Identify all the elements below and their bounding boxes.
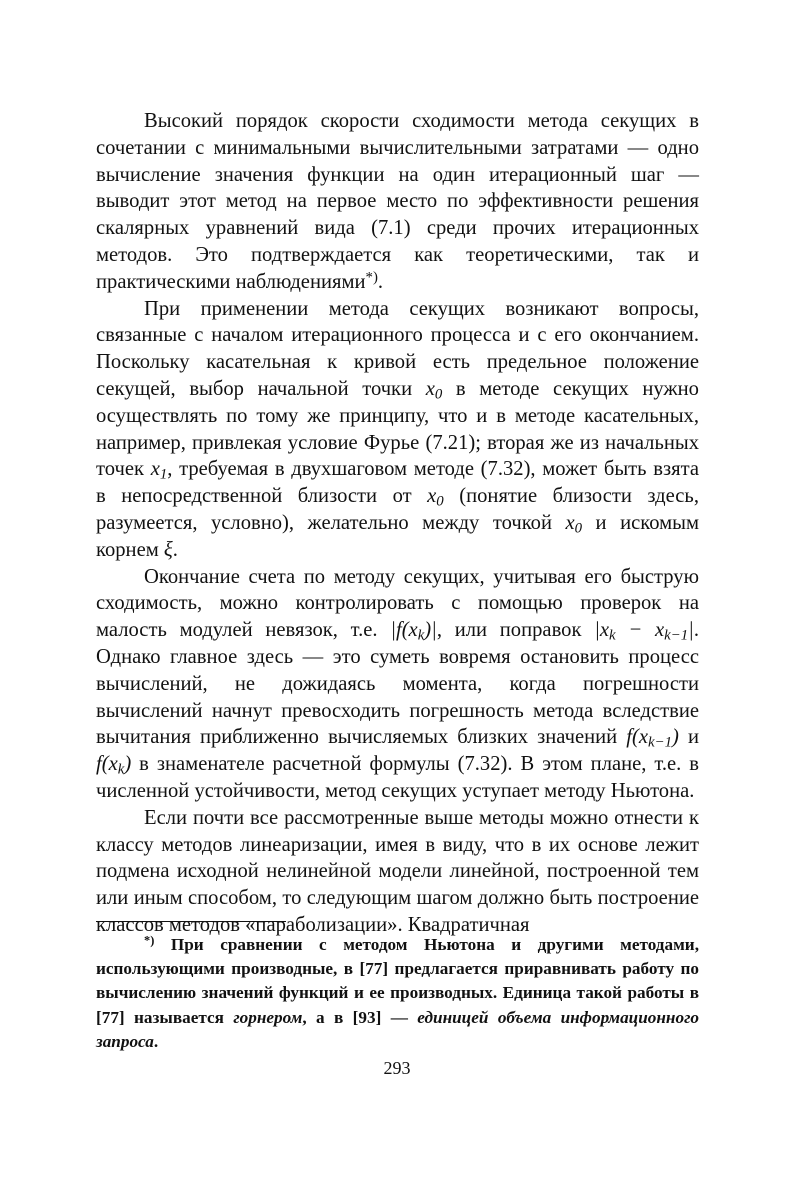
math-f-xk: $f(x_k)$ (96, 753, 132, 778)
paragraph-4: Если почти все рассмотренные выше методы можно отнести к классу методов линеаризации, имея в виду, что в их основе лежит подмена исходной нелинейной модели линейной, построенной тем или иным способом, то следующим шагом должно быть построение классов методов «параболизации». Квадратичная (96, 806, 699, 936)
footnote-mark: *) (144, 933, 155, 948)
paragraph-2-text-d: (понятие близости здесь, разумеется, условно), желательно между точкой (96, 485, 699, 534)
math-x0: $x_0$ (425, 377, 443, 403)
paragraph-3-text-a: Окончание счета по методу секущих, учитывая его быструю сходимость, можно контролировать с помощью проверок на малость модулей невязок, т.е. (96, 565, 699, 642)
footnote-term-unit: единицей объема информационного запроса (96, 1007, 700, 1051)
main-text (96, 108, 699, 939)
paragraph-1-end: . (377, 270, 384, 293)
paragraph-2-end: . (172, 538, 178, 561)
page-number: 293 (383, 1058, 411, 1078)
paragraph-3-text-d: и (678, 726, 699, 749)
paragraph-3 (96, 564, 699, 805)
math-residual-abs: $|f(x_k)|$ (390, 619, 437, 644)
math-xi: ξ (163, 538, 173, 561)
math-f-xk-1: $f(x_{k-1})$ (626, 726, 679, 752)
paragraph-2-text-a: При применении метода секущих возникают вопросы, связанные с началом итерационного процесса и с его окончанием. Поскольку касательная к кривой есть предельное положение секущей, выбор начальной точки (96, 297, 699, 400)
footnote-divider (96, 921, 286, 922)
footnote-text: *) При сравнении с методом Ньютона и другими методами, использующими производные, в [77] предлагается приравнивать работу по вычислению значений функций и ее производных. Единица такой работы в [77] называется горнером, а в [93] — единицей объема информационного запроса. (96, 933, 700, 1051)
paragraph-3-text-e: в знаменателе расчетной формулы (7.32). В этом плане, т.е. в численной устойчивости, метод секущих уступает методу Ньютона. (96, 753, 699, 802)
math-correction-abs: $|x_k - x_{k-1}|$ (594, 619, 694, 644)
footnote-term-gorner: горнером (233, 1007, 303, 1027)
paragraph-2-text-e: и искомым корнем (96, 511, 699, 561)
footnote (96, 933, 699, 1054)
paragraph-3-text-b: , или поправок (436, 619, 595, 642)
paragraph-1 (96, 108, 699, 296)
math-x0: $x_0$ (427, 485, 444, 510)
paragraph-3-text-c: . Однако главное здесь — это суметь вовремя остановить процесс вычислений, не дожидаясь момента, когда погрешности вычислений начнут превосходить погрешность метода вследствие вычитания приближенно вычисляемых близких значений (96, 619, 699, 749)
footnote-reference: *) (365, 269, 378, 286)
paragraph-2 (96, 296, 699, 564)
paragraph-2-text-b: в методе секущих нужно осуществлять по тому же принципу, что и в методе касательных, например, привлекая условие Фурье (7.21); вторая же из начальных точек (96, 377, 699, 481)
paragraph-2-text-c: , требуемая в двухшаговом методе (7.32), может быть взята в непосредственной близости от (96, 458, 699, 508)
math-x1: $x_1$ (150, 458, 168, 484)
math-x0: $x_0$ (565, 511, 583, 537)
paragraph-1-text: Высокий порядок скорости сходимости метода секущих в сочетании с минимальными вычислительными затратами — одно вычисление значения функции на один итерационный шаг — выводит этот метод на первое место по эффективности решения скалярных уравнений вида (7.1) среди прочих итерационных методов. Это подтверждается как теоретическими, так и практическими наблюдениями (96, 110, 699, 293)
